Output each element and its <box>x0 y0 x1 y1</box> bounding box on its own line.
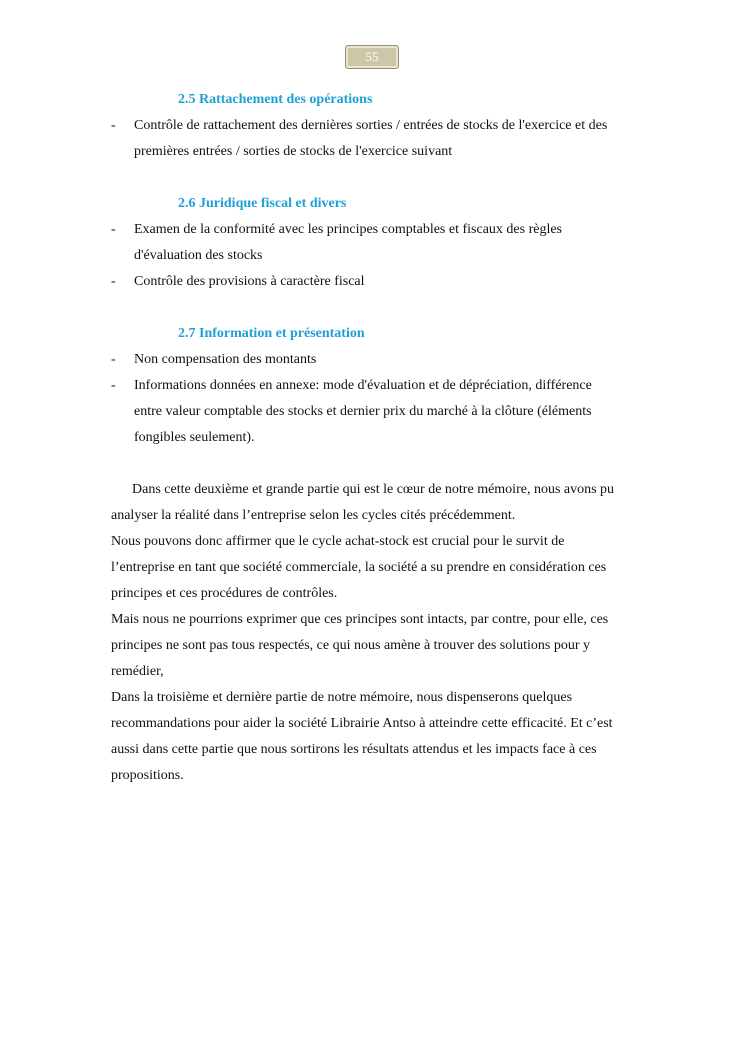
list-item <box>111 347 656 373</box>
bullet-dash: - <box>111 352 116 367</box>
list-item <box>111 113 656 165</box>
bullet-dash: - <box>111 222 116 237</box>
item-line: premières entrées / sorties de stocks de l'exercice suivant <box>134 144 453 159</box>
item-line: Contrôle de rattachement des dernières sorties / entrées de stocks de l'exercice et des <box>134 118 608 133</box>
list-item <box>111 217 656 269</box>
paragraph <box>111 685 656 789</box>
section-2-5 <box>111 87 656 165</box>
paragraph <box>111 529 656 607</box>
item-line: Informations données en annexe: mode d'évaluation et de dépréciation, différence <box>134 378 592 393</box>
paragraph <box>111 477 656 529</box>
item-line: d'évaluation des stocks <box>134 248 263 263</box>
document-body <box>111 87 656 789</box>
section-heading: 2.7 Information et présentation <box>178 326 365 341</box>
section-heading: 2.6 Juridique fiscal et divers <box>178 196 347 211</box>
bullet-dash: - <box>111 118 116 133</box>
paragraph-line: aussi dans cette partie que nous sortirons les résultats attendus et les impacts face à ces <box>111 742 597 757</box>
item-line: Non compensation des montants <box>134 352 317 367</box>
paragraph-line: remédier, <box>111 664 164 679</box>
bullet-dash: - <box>111 378 116 393</box>
item-line: Contrôle des provisions à caractère fiscal <box>134 274 365 289</box>
list-item <box>111 269 656 295</box>
section-heading: 2.5 Rattachement des opérations <box>178 92 373 107</box>
paragraph-line: Nous pouvons donc affirmer que le cycle achat-stock est crucial pour le survit de <box>111 534 565 549</box>
paragraph-line: propositions. <box>111 768 184 783</box>
conclusion-text <box>111 477 656 789</box>
bullet-dash: - <box>111 274 116 289</box>
paragraph <box>111 607 656 685</box>
list-item <box>111 373 656 451</box>
paragraph-line: analyser la réalité dans l’entreprise selon les cycles cités précédemment. <box>111 508 516 523</box>
item-line: fongibles seulement). <box>134 430 255 445</box>
item-line: Examen de la conformité avec les principes comptables et fiscaux des règles <box>134 222 562 237</box>
paragraph-line: Mais nous ne pourrions exprimer que ces principes sont intacts, par contre, pour elle, ces <box>111 612 609 627</box>
paragraph-line: Dans cette deuxième et grande partie qui est le cœur de notre mémoire, nous avons pu <box>132 482 615 497</box>
section-2-6 <box>111 191 656 295</box>
item-line: entre valeur comptable des stocks et dernier prix du marché à la clôture (éléments <box>134 404 592 419</box>
paragraph-line: recommandations pour aider la société Librairie Antso à atteindre cette efficacité. Et c’est <box>111 716 613 731</box>
paragraph-line: Dans la troisième et dernière partie de notre mémoire, nous dispenserons quelques <box>111 690 573 705</box>
paragraph-line: principes et ces procédures de contrôles. <box>111 586 338 601</box>
page-number-badge: 55 <box>345 45 399 69</box>
paragraph-line: principes ne sont pas tous respectés, ce qui nous amène à trouver des solutions pour y <box>111 638 591 653</box>
paragraph-line: l’entreprise en tant que société commerciale, la société a su prendre en considération ces <box>111 560 607 575</box>
section-2-7 <box>111 321 656 451</box>
